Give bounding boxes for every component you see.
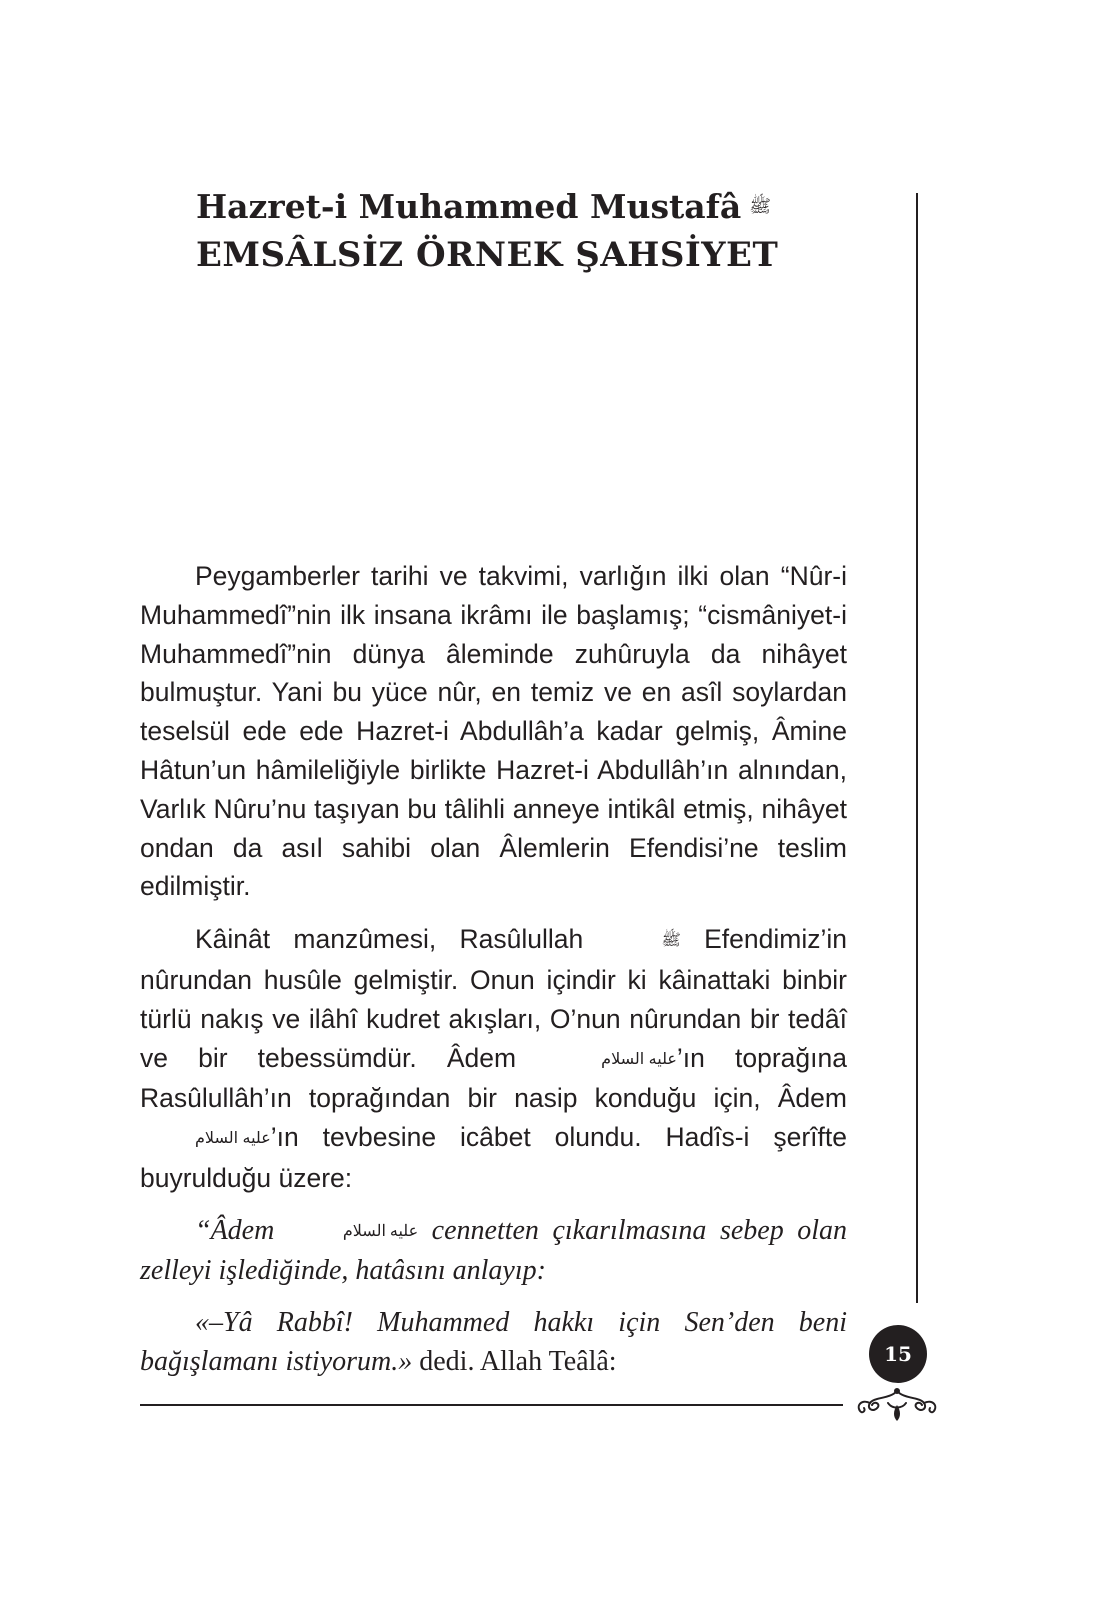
hadith-quote-1-part-b: cennetten çıkarılmasına sebep olan zelleyi işlediğinde, hatâsını anlayıp: <box>140 1214 847 1286</box>
footer-rule <box>140 1404 843 1406</box>
chapter-title-line1 <box>196 183 816 231</box>
alayhissalam-icon: عليه السلام <box>601 1050 677 1068</box>
hadith-quote-1-part-a: “Âdem <box>195 1214 275 1246</box>
alayhissalam-icon: عليه السلام <box>195 1130 271 1148</box>
chapter-title-name: Hazret-i Muhammed Mustafâ <box>196 187 742 226</box>
body-text <box>140 557 847 1382</box>
hadith-quote-2-part-a: «–Yâ Rabbî! Muhammed hakkı için Sen’den beni bağışlamanı istiyorum.» <box>140 1307 847 1378</box>
paragraph-2-part-d: ’ın tevbesine icâbet olundu. Hadîs-i şerîfte buyrulduğu üzere: <box>140 1122 847 1193</box>
hadith-quote-1 <box>140 1212 847 1291</box>
paragraph-2-part-c: ’ın toprağına Rasûlullâh’ın toprağından bir nasip konduğu için, Âdem <box>140 1042 847 1114</box>
honorific-icon: ﷺ <box>749 196 771 217</box>
paragraph-2-part-a: Kâinât manzûmesi, Rasûlullah <box>195 924 584 955</box>
paragraph-2 <box>140 920 847 1198</box>
salawat-icon: ﷺ <box>661 932 681 950</box>
hadith-quote-2 <box>140 1304 847 1382</box>
hadith-quote-2-part-b: dedi. Allah Teâlâ: <box>419 1346 617 1378</box>
vertical-rule <box>916 193 918 1303</box>
paragraph-2-part-b: Efendimiz’in nûrundan husûle gelmiştir. Onun içindir ki kâinattaki binbir türlü nakış ve ilâhî kudret akışları, O’nun nûrundan bir tedâî ve bir tebessümdür. Âdem <box>140 924 847 1073</box>
paragraph-1: Peygamberler tarihi ve takvimi, varlığın ilki olan “Nûr-i Muhammedî”nin ilk insana ikrâmı ile başlamış; “cismâniyet-i Muhammedî”nin dünya âleminde zuhûruyla da nihâyet bulmuştur. Yani bu yüce nûr, en temiz ve en asîl soylardan teselsül ede ede Hazret-i Abdullâh’a kadar gelmiş, Âmine Hâtun’un hâmileliğiyle birlikte Hazret-i Abdullâh’ın alnından, Varlık Nûru’nu taşıyan bu tâlihli anneye intikâl etmiş, nihâyet ondan da asıl sahibi olan Âlemlerin Efendisi’ne teslim edilmiştir. <box>140 561 847 902</box>
flourish-ornament-icon <box>852 1385 942 1425</box>
chapter-title-line2: EMSÂLSİZ ÖRNEK ŞAHSİYET <box>196 235 779 275</box>
chapter-title <box>196 183 816 279</box>
alayhissalam-icon: عليه السلام <box>342 1222 419 1240</box>
page-number: 15 <box>869 1325 927 1383</box>
